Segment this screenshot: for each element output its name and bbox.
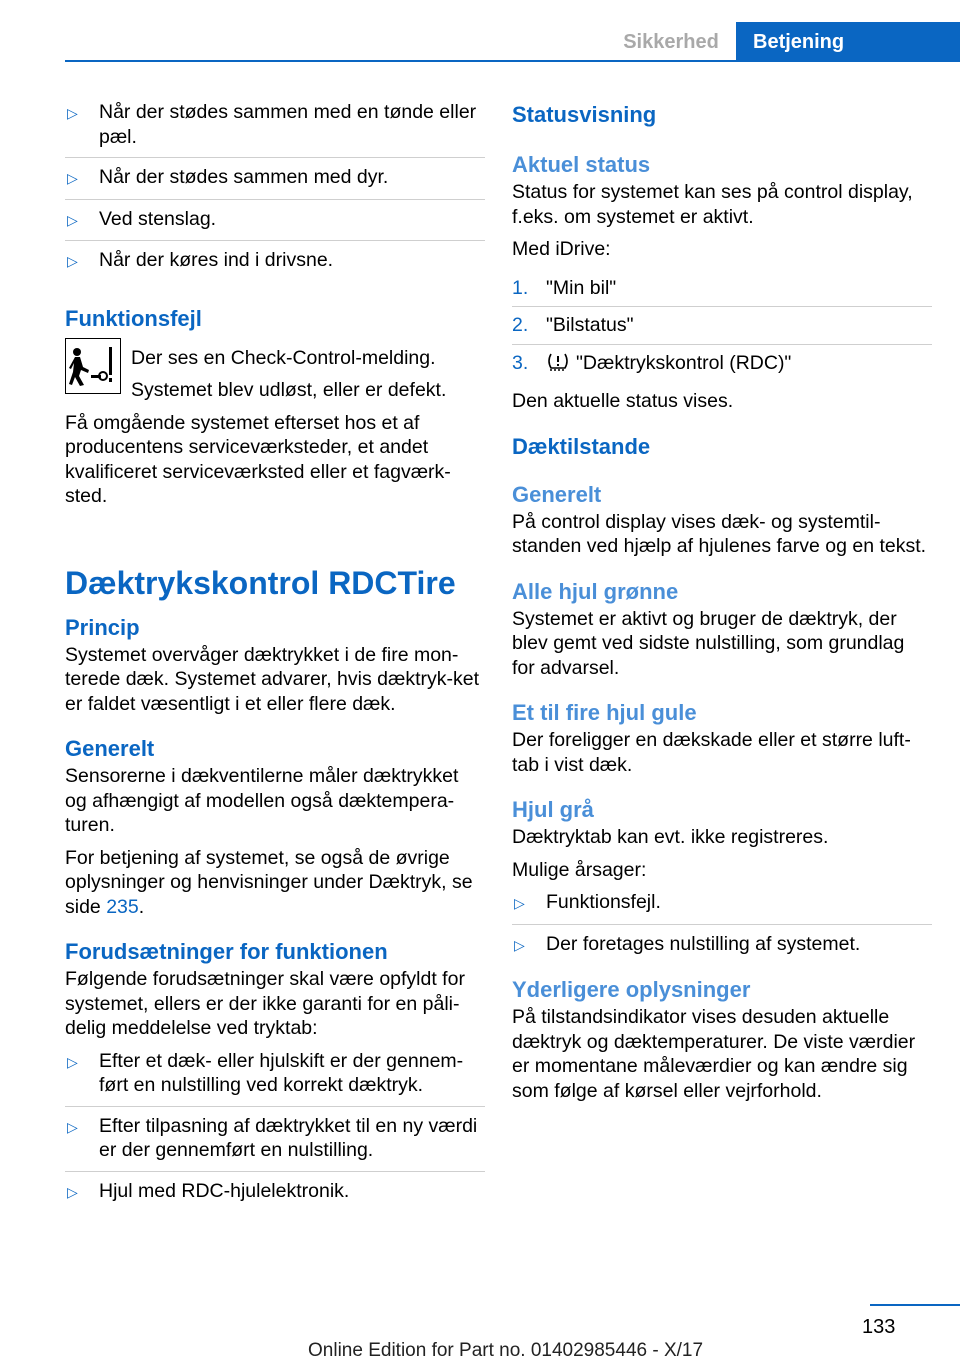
list-item: 3. "Dæktrykskontrol (RDC)"	[512, 351, 932, 384]
idrive-steps	[512, 276, 932, 384]
header-divider	[65, 60, 960, 62]
bullet-triangle-icon: ▷	[514, 895, 525, 911]
list-item: ▷ Efter et dæk- eller hjulskift er der gennem-ført en nulstilling ved korrekt dæktryk.	[65, 1049, 485, 1107]
bullet-triangle-icon: ▷	[67, 1053, 78, 1070]
subheading-yderligere: Yderligere oplysninger	[512, 977, 751, 1002]
page-title: Dæktrykskontrol RDCTire	[65, 564, 456, 601]
tire-pressure-icon	[546, 351, 572, 378]
bullet-triangle-icon: ▷	[67, 105, 78, 121]
notice-line-3: Få omgående systemet efterset hos et af producentens serviceværksteder, et andet kvalificeret serviceværksted eller et fagværk-sted.	[65, 411, 451, 507]
requirements-bullet-list	[65, 1049, 485, 1213]
generelt-right-text: På control display vises dæk- og systemtil-standen ved hjælp af hjulenes farve og en tekst.	[512, 510, 927, 557]
list-item: ▷ Når der stødes sammen med en tønde eller pæl.	[65, 100, 485, 158]
causes-bullet-list	[512, 890, 932, 965]
gule-text: Der foreligger en dækskade eller et større luft-tab i vist dæk.	[512, 729, 911, 776]
notice-line-2: Systemet blev udløst, eller er defekt.	[131, 379, 447, 401]
malfunction-notice	[65, 334, 485, 509]
generelt-text-2: For betjening af systemet, se også de øvrige oplysninger og henvisninger under Dæktryk, se side 235.	[65, 846, 473, 918]
subheading-gule: Et til fire hjul gule	[512, 700, 697, 725]
graa-text-2: Mulige årsager:	[512, 858, 647, 881]
left-column	[65, 100, 485, 1219]
list-item: ▷ Funktionsfejl.	[512, 890, 932, 925]
tab-betjening[interactable]: Betjening	[736, 22, 960, 62]
bullet-triangle-icon: ▷	[67, 253, 78, 269]
section-heading-funktionsfejl: Funktionsfejl	[65, 305, 202, 331]
right-column	[512, 100, 932, 1111]
bullet-triangle-icon: ▷	[67, 170, 78, 186]
list-item: ▷ Der foretages nulstilling af systemet.	[512, 932, 932, 966]
impact-bullet-list	[65, 100, 485, 282]
subheading-alle-groenne: Alle hjul grønne	[512, 578, 679, 604]
subheading-graa: Hjul grå	[512, 797, 594, 822]
princip-text: Systemet overvåger dæktrykket i de fire mon-terede dæk. Systemet advarer, hvis dæktryk-ket er faldet væsentligt i et eller flere dæk.	[65, 643, 479, 715]
subheading-aktuel-status: Aktuel status	[512, 152, 651, 177]
subheading-generelt: Generelt	[512, 481, 602, 507]
section-heading-forudsaetninger: Forudsætninger for funktionen	[65, 939, 388, 964]
aktuel-text: Status for systemet kan ses på control display, f.eks. om systemet er aktivt.	[512, 181, 913, 228]
bullet-triangle-icon: ▷	[67, 1183, 78, 1200]
list-item: ▷ Ved stenslag.	[65, 207, 485, 242]
section-heading-statusvisning: Statusvisning	[512, 102, 657, 127]
section-heading-princip: Princip	[65, 614, 140, 640]
list-item: ▷ Efter tilpasning af dæktrykket til en ny værdi er der gennemført en nulstilling.	[65, 1114, 485, 1172]
bullet-triangle-icon: ▷	[67, 1118, 78, 1135]
aktuel-after: Den aktuelle status vises.	[512, 390, 734, 412]
section-heading-generelt: Generelt	[65, 736, 155, 761]
edition-footer: Online Edition for Part no. 01402985446 - X/17	[308, 1340, 704, 1361]
page-reference-link[interactable]: 235	[106, 895, 139, 918]
list-item: ▷ Hjul med RDC-hjulelektronik.	[65, 1179, 485, 1213]
generelt-text-1: Sensorerne i dækventilerne måler dæktrykket og afhængigt af modellen også dæktempera-turen.	[65, 765, 459, 836]
alle-groenne-text: Systemet er aktivt og bruger de dæktryk, der blev gemt ved sidste nulstilling, som grundlag for advarsel.	[512, 607, 905, 679]
footer-divider	[870, 1304, 960, 1306]
bullet-triangle-icon: ▷	[67, 211, 78, 228]
yderligere-text: På tilstandsindikator vises desuden aktuelle dæktryk og dæktemperaturer. De viste værdier er momentane måleværdier og kan ændre sig som følge af kørsel eller vejrforhold.	[512, 1006, 916, 1102]
forudsaetninger-text: Følgende forudsætninger skal være opfyldt for systemet, ellers er der ikke garanti for en påli-delig meddelelse ved tryktab:	[65, 968, 465, 1039]
bullet-triangle-icon: ▷	[514, 936, 525, 953]
notice-line-1: Der ses en Check-Control-melding.	[131, 346, 436, 369]
graa-text-1: Dæktryktab kan evt. ikke registreres.	[512, 826, 829, 848]
pedestrian-warning-icon	[65, 338, 121, 394]
idrive-label: Med iDrive:	[512, 238, 611, 260]
section-heading-daektilstande: Dæktilstande	[512, 433, 651, 459]
list-item: 1. "Min bil"	[512, 276, 932, 308]
list-item: ▷ Når der stødes sammen med dyr.	[65, 165, 485, 200]
list-item: 2. "Bilstatus"	[512, 313, 932, 345]
tab-sikkerhed[interactable]: Sikkerhed	[623, 31, 719, 53]
page-header	[0, 0, 960, 62]
list-item: ▷ Når der køres ind i drivsne.	[65, 248, 485, 282]
page-number: 133	[862, 1316, 896, 1338]
